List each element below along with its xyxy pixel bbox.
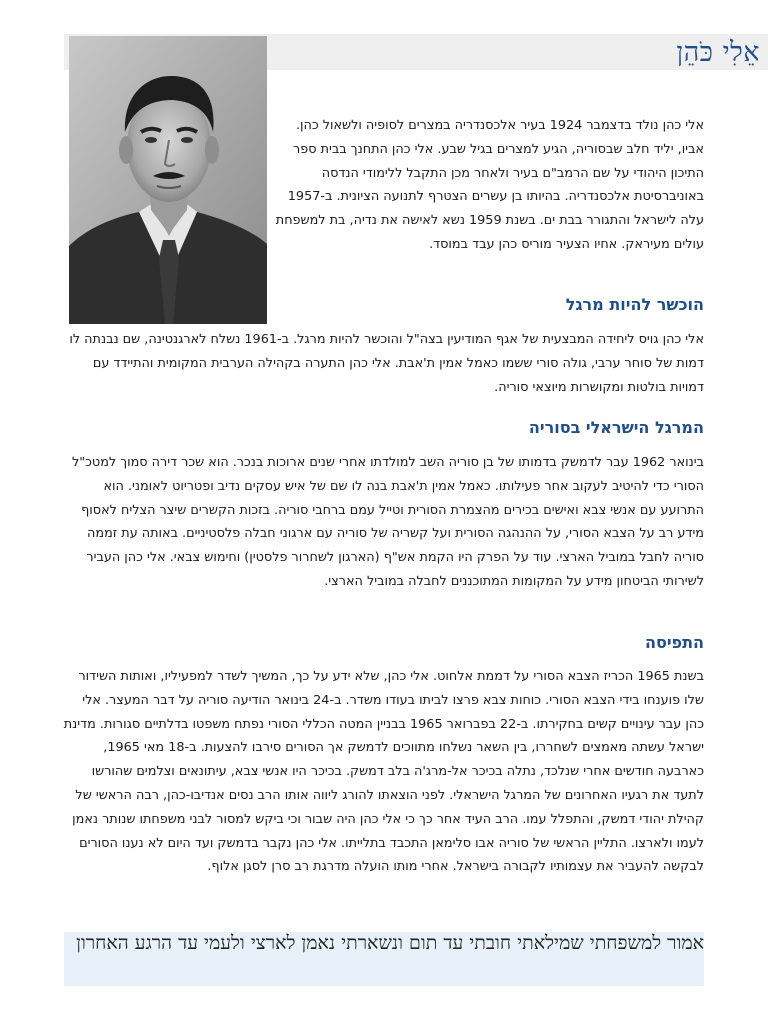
section-body-capture: בשנת 1965 הכריז הצבא הסורי על דממת אלחוט. אלי כהן, שלא ידע על כך, המשיך לשדר למפעיליו, ואותות השידור שלו פוענחו בידי הצבא הסורי. כוחות צבא פרצו לביתו בעודו משדר. ב-24 בינואר הודיעה סוריה על דבר המעצר. אלי כהן עבר עינויים קשים בחקירתו. ב-22 בפברואר 1965 בבניין המטה הכללי הסורי נפתח משפטו בדלתיים סגורות. מדינת ישראל עשתה מאמצים לשחררו, בין השאר נשלחו מתווכים לדמשק אך הסורים סירבו להצעות. ב-18 מאי 1965, כארבעה חודשים אחרי שנלכד, נתלה בכיכר אל-מרג'ה בלב דמשק. בכיכר היו אנשי צבא, עיתונאים וצלמים שהורשו לתעד את רגעיו האחרונים של המרגל הישראלי. לפני הוצאתו להורג ליווה אותו הרב נסים אנדיבו-כהן, רבה הראשי של קהילת יהודי דמשק, והתפלל עמו. הרב העיד אחר כך כי אלי כהן היה שבור וכי ביקש למסור לבני משפחתו שנותר נאמן לעמו ולארצו. התליין הראשי של סוריה אבו סלימאן התכבד בתלייתו. אלי כהן נקבר בדמשק ועד היום לא נענו הסורים לבקשה להעביר את עצמותיו לקבורה בישראל. אחרי מותו הועלה מדרגת רב סרן לסגן אלוף. [63, 669, 704, 875]
section-body-training: אלי כהן גויס ליחידה המבצעית של אגף המודיעין בצה"ל והוכשר להיות מרגל. ב-1961 נשלח לארגנטינה, שם נבנתה לו דמות של סוחר ערבי, גולה סורי ששמו כאמל אמין ת'אבת. אלי כהן התערה בקהילה הערבית המקומית והתיידד עם דמויות בולטות ומקושרות מיוצאי סוריה. [69, 332, 704, 395]
closing-quote: אמור למשפחתי שמילאתי חובתי עד תום ונשארתי נאמן לארצי ולעמי עד הרגע האחרון [76, 932, 704, 954]
intro-paragraph: אלי כהן נולד בדצמבר 1924 בעיר אלכסנדריה במצרים לסופיה ולשאול כהן. אביו, יליד חלב שבסוריה, הגיע למצרים בגיל שבע. אלי כהן התחנך בבית ספר התיכון היהודי על שם הרמב"ם בעיר ולאחר מכן התקבל ללימודי הנדסה באוניברסיטת אלכסנדריה. בהיותו בן עשרים הצטרף לתנועה הציונית. ב-1957 עלה לישראל והתגורר בבת ים. בשנת 1959 נשא לאישה את נדיה, בת למשפחת עולים מעיראק. אחיו הצעיר מוריס כהן עבד במוסד. [275, 118, 704, 252]
section-heading-training: הוכשר להיות מרגל [565, 295, 704, 314]
portrait-photo [69, 36, 267, 324]
section-body-spy-in-syria: בינואר 1962 עבר לדמשק בדמותו של בן סוריה השב למולדתו אחרי שנים ארוכות בנכר. הוא שכר דירה סמוך למטכ"ל הסורי כדי להיטיב לעקוב אחר פעילותו. כאמל אמין ת'אבת בנה לו שם של איש עסקים נדיב ופטריוט לאומני. הוא התרועע עם אנשי צבא ואישים בכירים מהצמרת הסורית וטייל עמם ברחבי סוריה. בזכות הקשרים שיצר הצליח לאסוף מידע רב על הצבא הסורי, על ההנהגה הסורית ועל קשריה של סוריה עם ארגוני חבלה פלסטיניים. באותה עת זממה סוריה לחבל במוביל הארצי. עוד על הפרק היו הקמת אש"ף (הארגון לשחרור פלסטין) וחימוש צבאי. אלי כהן העביר לשירותי הביטחון מידע על המקומות המתוכננים לחבלה במוביל הארצי. [71, 455, 704, 589]
section-heading-spy-in-syria: המרגל הישראלי בסוריה [528, 418, 704, 437]
page-title: אֵלִי כֹּהֵן [676, 37, 760, 68]
portrait-illustration [69, 36, 267, 324]
section-heading-capture: התפיסה [644, 633, 704, 652]
